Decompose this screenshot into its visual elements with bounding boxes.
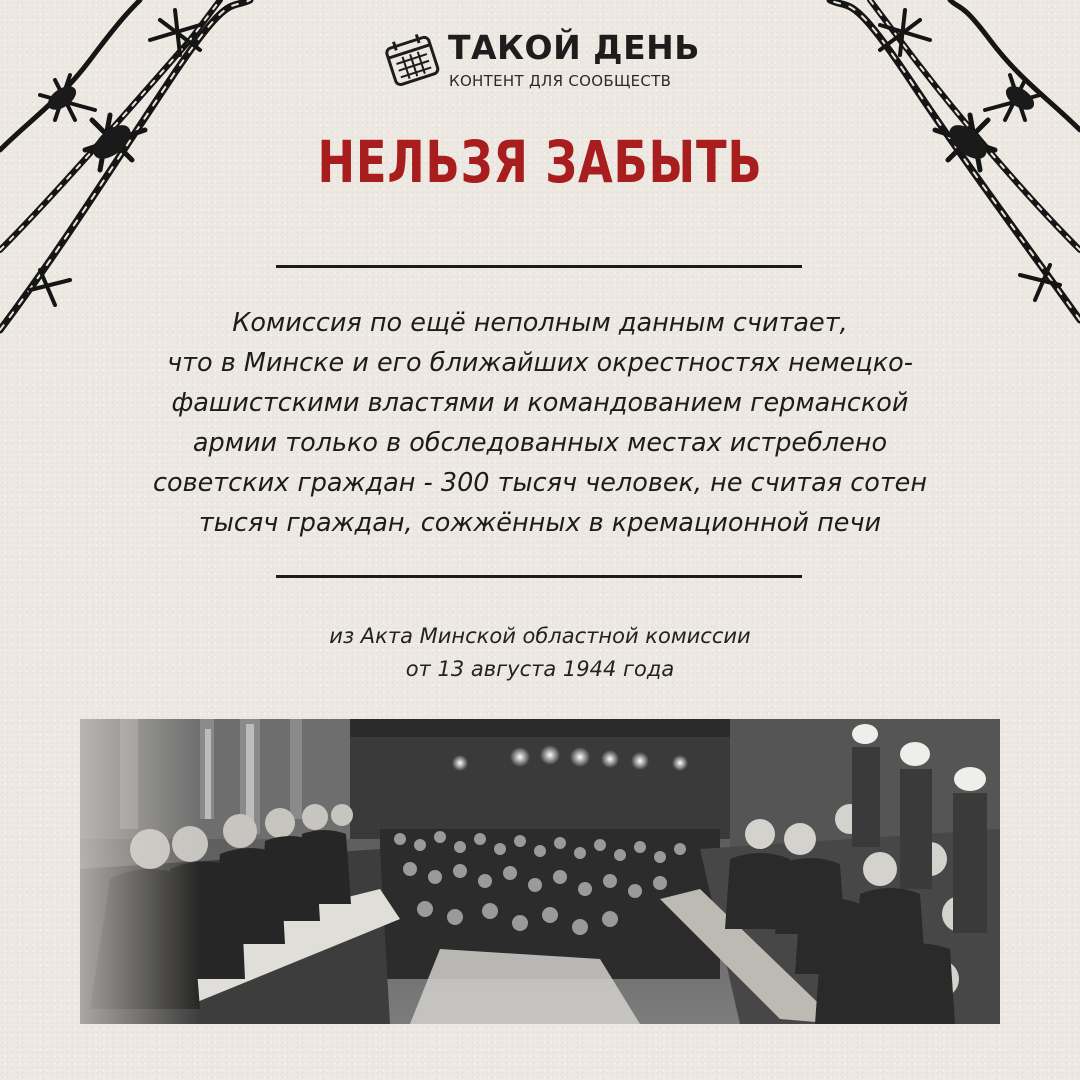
quote-text [80,303,1000,543]
quote-line: что в Минске и его ближайших окрестностях немецко- [167,348,913,378]
page-title: НЕЛЬЗЯ ЗАБЫТЬ [317,128,763,196]
brand-subtitle: КОНТЕНТ ДЛЯ СООБЩЕСТВ [449,72,672,90]
source-line: от 13 августа 1944 года [405,657,675,681]
quote-source [0,620,1080,686]
quote-line: фашистскими властями и командованием германской [171,388,909,418]
quote-line: армии только в обследованных местах истреблено [192,428,888,458]
divider-top [276,265,802,268]
divider-bottom [276,575,802,578]
quote-line: Комиссия по ещё неполным данным считает, [232,308,848,338]
quote-line: тысяч граждан, сожжённых в кремационной печи [198,508,882,538]
calendar-icon [382,32,442,88]
quote-line: советских граждан - 300 тысяч человек, не считая сотен [152,468,928,498]
source-line: из Акта Минской областной комиссии [329,624,751,648]
brand-logo [382,26,712,96]
brand-title: ТАКОЙ ДЕНЬ [448,28,700,67]
courtroom-photo [80,719,1000,1024]
